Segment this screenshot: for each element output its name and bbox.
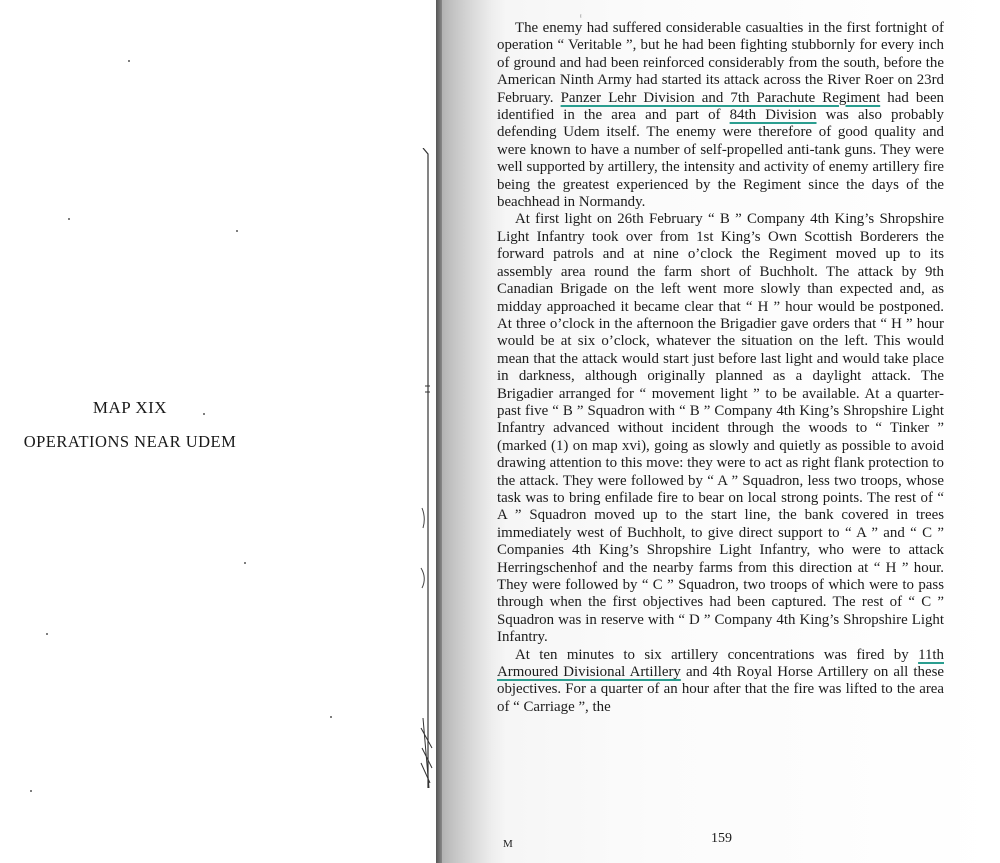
- body-text: [497, 20, 944, 716]
- paper-speck: [236, 230, 238, 232]
- text-segment: The enemy had suffered considerable casualties in the first fortnight of operation “ Veritable ”, but he had been fighting stubbornly for every inch of ground and had been reinforced considerably from the south, before the American Ninth Army had started its attack across the River Roer on 23rd February.: [497, 20, 944, 106]
- paper-speck: [128, 60, 130, 62]
- paragraph: [497, 20, 944, 211]
- paper-speck: [244, 562, 246, 564]
- paper-speck: [203, 413, 205, 415]
- map-fold-edge: [420, 148, 434, 788]
- underlined-phrase: 84th Division: [729, 107, 817, 124]
- print-mark: ᶦ: [580, 12, 582, 23]
- paper-speck: [46, 633, 48, 635]
- page-number: 159: [711, 831, 732, 846]
- underlined-phrase: Panzer Lehr Division and 7th Parachute Regiment: [560, 89, 881, 106]
- paragraph: [497, 647, 944, 717]
- signature-mark: M: [503, 838, 513, 850]
- paper-speck: [330, 716, 332, 718]
- paper-speck: [68, 218, 70, 220]
- map-title: OPERATIONS NEAR UDEM: [23, 432, 237, 451]
- text-segment: was also probably defending Udem itself. The enemy were therefore of good quality and were known to have a number of self-propelled anti-tank guns. They were well supported by artillery, the intensity and activity of enemy artillery fire being the greatest experienced by the Regiment since the days of the beachhead in Normandy.: [497, 107, 944, 211]
- paper-speck: [30, 790, 32, 792]
- book-spine-shadow: [436, 0, 442, 863]
- text-segment: At first light on 26th February “ B ” Company 4th King’s Shropshire Light Infantry took over from 1st King’s Own Scottish Borderers the forward patrols and at nine o’clock the Regiment moved up to its assembly area round the farm short of Buchholt. The attack by 9th Canadian Brigade on the left went more slowly than expected and, as midday approached it became clear that “ H ” hour would be postponed. At three o’clock in the afternoon the Brigadier gave orders that “ H ” hour would be at six o’clock, whatever the situation on the left. This would mean that the attack would start just before last light and would take place in darkness, although originally planned as a daylight attack. The Brigadier arranged for “ movement light ” to be available. At a quarter-past five “ B ” Squadron with “ B ” Company 4th King’s Shropshire Light Infantry advanced without incident through the woods to “ Tinker ” (marked (1) on map xvi), going as slowly and quietly as possible to avoid drawing attention to this move: they were to act as right flank protection to the attack. They were followed by “ A ” Squadron, less two troops, whose task was to bring enfilade fire to bear on local strong points. The rest of “ A ” Squadron moved up to the start line, the bank covered in trees immediately west of Buchholt, to give direct support to “ A ” and “ C ” Companies 4th King’s Shropshire Light Infantry, who were to attack Herringschenhof and the nearby farms from this direction at “ H ” hour. They were followed by “ C ” Squadron, two troops of which were to pass through when the first objectives had been captured. The rest of “ C ” Squadron was in reserve with “ D ” Company 4th King’s Shropshire Light Infantry.: [497, 211, 944, 646]
- text-segment: At ten minutes to six artillery concentrations was fired by: [515, 646, 919, 663]
- map-number: MAP XIX: [92, 398, 168, 417]
- paragraph: [497, 211, 944, 646]
- left-page: [0, 0, 436, 863]
- underlined-phrase: 11th Armoured Divisional Artillery: [497, 646, 944, 681]
- text-segment: and 4th Royal Horse Artillery on all these objectives. For a quarter of an hour after that the fire was lifted to the area of “ Carriage ”, the: [497, 664, 944, 715]
- text-segment: had been identified in the area and part of: [497, 89, 944, 124]
- book-gutter-shadow: [436, 0, 506, 863]
